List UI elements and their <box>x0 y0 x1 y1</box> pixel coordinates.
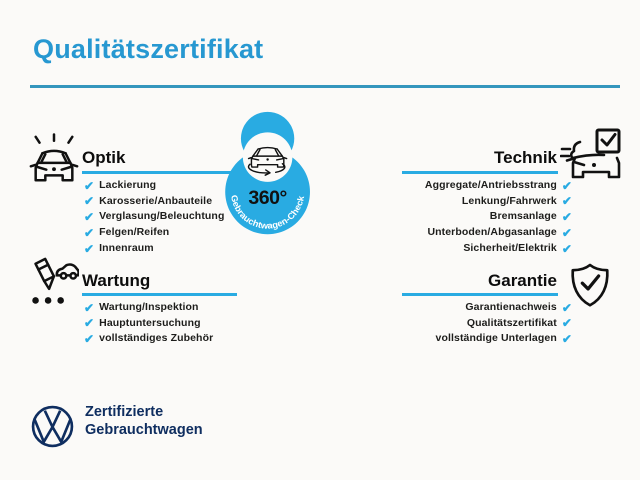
item-label: vollständiges Zubehör <box>99 332 214 345</box>
item-label: Innenraum <box>99 241 154 254</box>
item-label: Garantienachweis <box>465 301 557 313</box>
section-underline-wartung <box>82 293 237 296</box>
list-item <box>465 302 572 314</box>
list-item <box>84 333 213 345</box>
badge-degrees-label: 360° <box>248 186 287 209</box>
header-divider <box>30 85 620 88</box>
check-icon: ✔ <box>84 316 95 331</box>
garantie-checklist <box>436 302 572 345</box>
list-item <box>84 180 224 192</box>
item-label: Wartung/Inspektion <box>99 301 199 313</box>
check-icon: ✔ <box>561 194 572 209</box>
item-label: vollständige Unterlagen <box>435 332 557 345</box>
check-icon: ✔ <box>561 241 572 256</box>
item-label: Qualitätszertifikat <box>466 316 557 329</box>
check-icon: ✔ <box>84 178 95 193</box>
360-check-badge <box>220 98 420 320</box>
page-title: Qualitätszertifikat <box>33 34 264 64</box>
item-label: Aggregate/Antriebsstrang <box>424 179 557 191</box>
item-label: Lenkung/Fahrwerk <box>461 194 557 207</box>
check-icon: ✔ <box>561 300 572 315</box>
vw-logo <box>30 404 75 449</box>
section-title-optik: Optik <box>82 148 126 167</box>
list-item <box>462 196 572 208</box>
item-label: Verglasung/Beleuchtung <box>99 210 225 223</box>
car-checkbox-icon <box>560 127 622 183</box>
section-underline-garantie <box>402 293 558 296</box>
list-item <box>463 243 572 255</box>
shield-check-icon <box>567 261 613 315</box>
check-icon: ✔ <box>84 241 95 256</box>
check-icon: ✔ <box>561 332 572 347</box>
section-title-technik: Technik <box>494 148 557 167</box>
service-checklist-icon <box>23 257 79 313</box>
item-label: Sicherheit/Elektrik <box>463 241 557 254</box>
list-item <box>84 302 213 314</box>
list-item <box>436 333 572 345</box>
check-icon: ✔ <box>84 300 95 315</box>
list-item <box>427 227 572 239</box>
car-shine-icon <box>27 132 81 188</box>
item-label: Lackierung <box>99 179 157 191</box>
section-underline-technik <box>402 171 558 174</box>
list-item <box>84 211 224 223</box>
list-item <box>84 243 224 255</box>
check-icon: ✔ <box>84 210 95 225</box>
optik-checklist <box>84 180 224 254</box>
section-underline-optik <box>82 171 237 174</box>
footer-claim-line2: Gebrauchtwagen <box>85 422 203 438</box>
check-icon: ✔ <box>561 225 572 240</box>
item-label: Felgen/Reifen <box>99 226 170 239</box>
badge-ring-label: Gebrauchtwagen-Check <box>229 194 306 231</box>
wartung-checklist <box>84 302 213 345</box>
check-icon: ✔ <box>84 194 95 209</box>
item-label: Unterboden/Abgasanlage <box>427 226 557 239</box>
technik-checklist <box>425 180 572 254</box>
list-item <box>84 196 224 208</box>
list-item <box>84 227 224 239</box>
list-item <box>490 211 572 223</box>
item-label: Karosserie/Anbauteile <box>99 194 213 207</box>
item-label: Bremsanlage <box>489 210 557 223</box>
item-label: Hauptuntersuchung <box>99 316 201 329</box>
section-title-wartung: Wartung <box>82 271 151 290</box>
footer-claim-line1: Zertifizierte <box>85 404 164 420</box>
list-item <box>84 318 213 330</box>
check-icon: ✔ <box>561 210 572 225</box>
check-icon: ✔ <box>84 332 95 347</box>
check-icon: ✔ <box>561 316 572 331</box>
list-item <box>467 318 572 330</box>
check-icon: ✔ <box>561 178 572 193</box>
list-item <box>425 180 572 192</box>
footer-claim <box>85 403 203 439</box>
section-title-garantie: Garantie <box>488 271 557 290</box>
check-icon: ✔ <box>84 225 95 240</box>
